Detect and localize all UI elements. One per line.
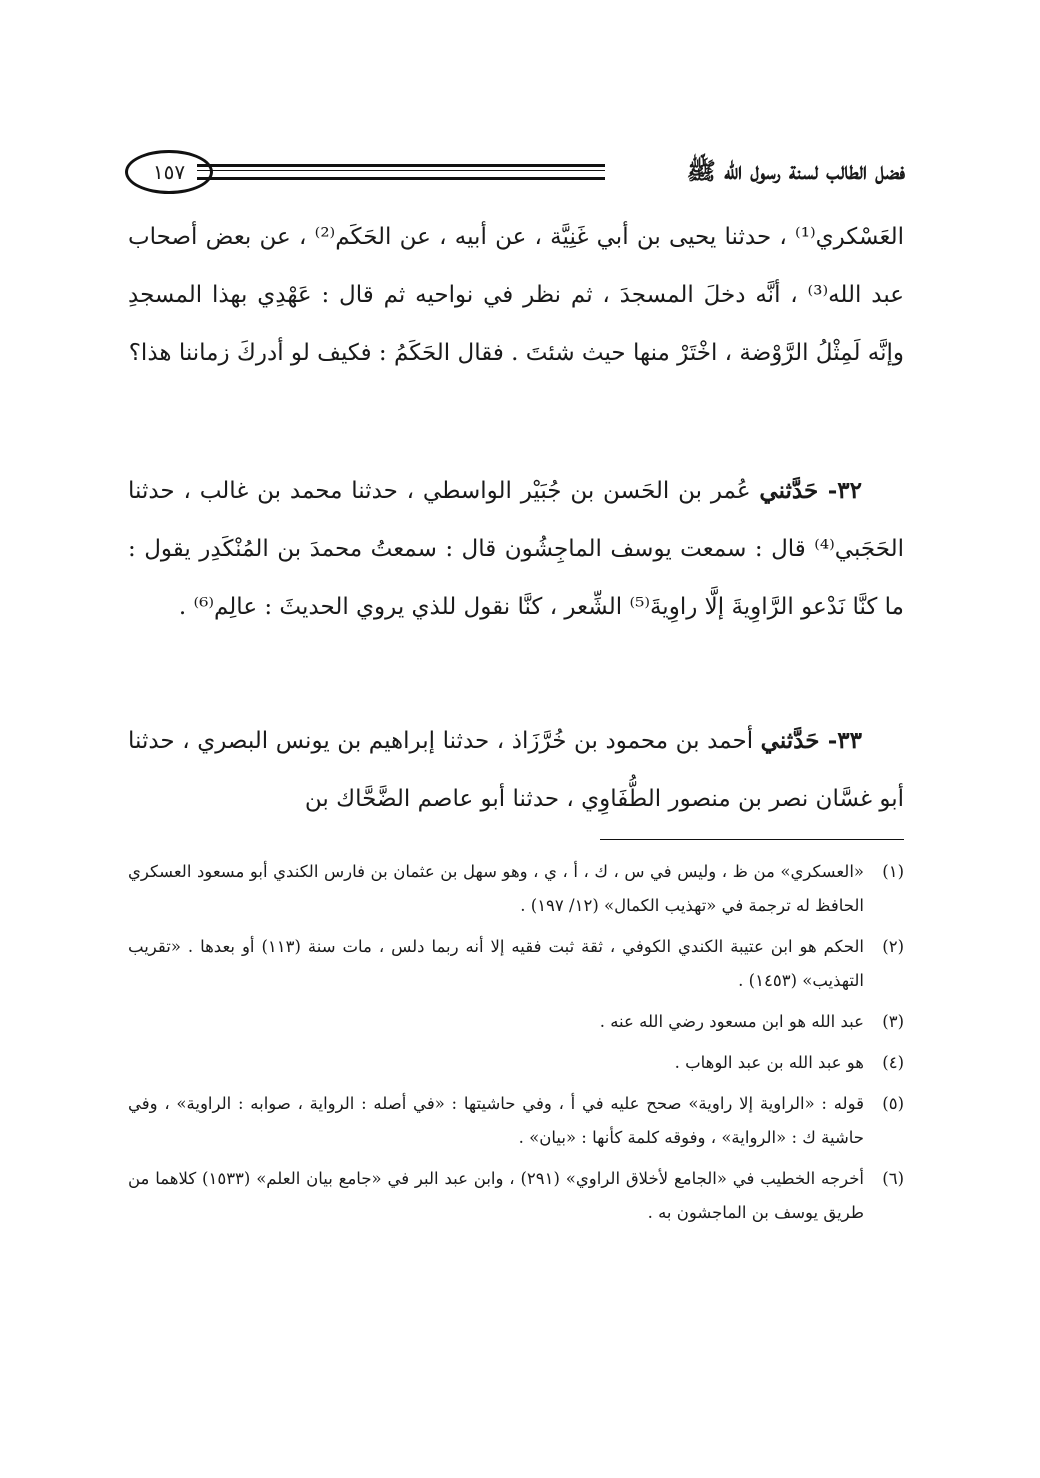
footnote-number: (١) [882,862,904,881]
footnote-divider [600,839,904,840]
footnote-number: (٤) [882,1053,904,1072]
footnote [128,1087,904,1155]
footnote-number: (٢) [882,937,904,956]
footnote-text: عبد الله هو ابن مسعود رضي الله عنه . [599,1012,864,1031]
paragraph-continuation [128,208,904,382]
footnote-text: الحكم هو ابن عتيبة الكندي الكوفي ، ثقة ثبت فقيه إلا أنه ربما دلس ، مات سنة (١١٣) أو بعدها . «تقريب التهذيب» (١٤٥٣) . [128,937,864,990]
hadith-text: عُمر بن الحَسن بن جُبَيْر الواسطي ، حدثنا محمد بن غالب ، حدثنا الحَجَبي⁽⁴⁾ قال : سمعت يوسف الماجِشُون قال : سمعتُ محمدَ بن المُنْكَدِر يقول : ما كنَّا نَدْعو الرَّاوِيةَ إلَّا راوِيةَ⁽⁵⁾ الشِّعر ، كنَّا نقول للذي يروي الحديثَ : عالِم⁽⁶⁾ . [128,478,904,620]
hadith-text: أحمد بن محمود بن خُرَّزَاذ ، حدثنا إبراهيم بن يونس البصري ، حدثنا أبو غسَّان نصر بن منصور الطُّفَاوِي ، حدثنا أبو عاصم الضَّحَّاك بن [128,728,904,812]
hadith-number: ٣٢- حَدَّثني [759,477,863,504]
footnote-number: (٥) [882,1094,904,1113]
paragraph-text: العَسْكري⁽¹⁾ ، حدثنا يحيى بن أبي غَنِيَّة ، عن أبيه ، عن الحَكَم⁽²⁾ ، عن بعض أصحاب عبد الله⁽³⁾ ، أنَّه دخلَ المسجدَ ، ثم نظر في نواحيه ثم قال : عَهْدِي بهذا المسجدِ وإنَّه لَمِثْلُ الرَّوْضة ، اخْتَرْ منها حيث شئتَ . فقال الحَكَمُ : فكيف لو أدركَ زماننا هذا؟ [128,224,904,366]
hadith-32 [128,462,904,636]
footnote-text: قوله : «الراوية إلا راوية» صحح عليه في أ ، وفي حاشيتها : «في أصله : الرواية ، صوابه : الراوية» ، وفي حاشية ك : «الرواية» ، وفوقه كلمة كأنها : «بيان» . [128,1094,864,1147]
footnote [128,1046,904,1080]
footnote [128,1162,904,1230]
footnote [128,1005,904,1039]
footnote-number: (٦) [882,1169,904,1188]
running-header [125,150,905,200]
hadith-33 [128,712,904,828]
header-rule [197,164,605,180]
footnote [128,930,904,998]
footnote-text: هو عبد الله بن عبد الوهاب . [674,1053,864,1072]
footnote-number: (٣) [882,1012,904,1031]
footnotes [128,855,904,1237]
page-number-badge: ١٥٧ [125,150,213,194]
footnote-text: أخرجه الخطيب في «الجامع لأخلاق الراوي» (٢٩١) ، وابن عبد البر في «جامع بيان العلم» (١٥٣٣) كلاهما من طريق يوسف بن الماجشون به . [128,1169,864,1222]
running-title: فضل الطالب لسنة رسول الله ﷺ [686,156,905,185]
hadith-number: ٣٣- حَدَّثني [760,727,863,754]
footnote-text: «العسكري» من ظ ، وليس في س ، ك ، أ ، ي ، وهو سهل بن عثمان بن فارس الكندي أبو مسعود العسكري الحافظ له ترجمة في «تهذيب الكمال» (١٢/ ١٩٧) . [128,862,864,915]
footnote [128,855,904,923]
